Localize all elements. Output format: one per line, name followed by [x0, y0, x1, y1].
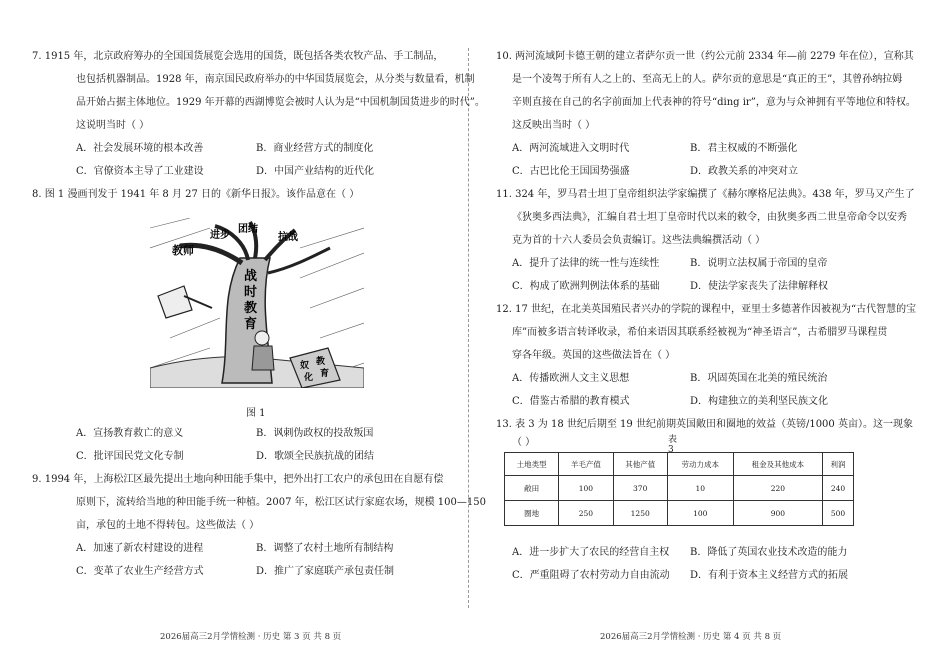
q11-option-b[interactable]: B．说明立法权属于帝国的皇帝 [690, 258, 828, 269]
q11-line-2: 《狄奥多西法典》，汇编自君士坦丁皇帝时代以来的敕令，由狄奥多西二世皇帝命令以安秀 [512, 212, 907, 223]
q12-option-c[interactable]: C．借鉴古希腊的教育模式 [512, 396, 630, 407]
table-3-title: 表 3 [668, 435, 678, 455]
cartoon-trunk-char-2: 时 [244, 285, 258, 300]
table-header-cell: 羊毛产值 [559, 453, 613, 476]
q13-line-1: 13. 表 3 为 18 世纪后期至 19 世纪前期英国敞田和圈地的效益（英镑/1000 英亩）。这一现象 [496, 419, 913, 430]
figure-1-caption: 图 1 [246, 408, 266, 419]
q13-option-b[interactable]: B．降低了英国农业技术改造的能力 [690, 547, 848, 558]
q10-line-3: 辛则直接在自己的名字前面加上代表神的符号“ding ir”，意为与众神拥有平等地位和特权。 [512, 97, 916, 108]
table-cell: 370 [613, 476, 667, 501]
cartoon-label-resistance: 抗战 [278, 232, 298, 243]
q13-option-d[interactable]: D．有利于资本主义经营方式的拓展 [690, 570, 849, 581]
q12-option-b[interactable]: B．巩固英国在北美的殖民统治 [690, 373, 828, 384]
table-cell: 100 [667, 501, 733, 526]
table-cell: 240 [822, 476, 853, 501]
q7-option-a[interactable]: A．社会发展环境的根本改善 [76, 143, 204, 154]
cartoon-bucket-char-3: 化 [304, 373, 314, 383]
q7-option-c[interactable]: C．官僚资本主导了工业建设 [76, 166, 204, 177]
q10-line-1: 10. 两河流域阿卡德王朝的建立者萨尔贡一世（约公元前 2334 年—前 2279 年在位），宣称其 [496, 51, 914, 62]
table-header-cell: 其他产值 [613, 453, 667, 476]
q10-line-4: 这反映出当时（ ） [512, 120, 596, 131]
page-divider [468, 48, 469, 608]
q13-option-a[interactable]: A．进一步扩大了农民的经营自主权 [512, 547, 670, 558]
cartoon-trunk-char-1: 战 [244, 269, 258, 284]
q9-option-c[interactable]: C．变革了农业生产经营方式 [76, 566, 204, 577]
q8-option-b[interactable]: B．讽刺伪政权的投敌叛国 [256, 428, 374, 439]
q12-line-3: 穿各年级。英国的这些做法旨在（ ） [512, 350, 676, 361]
q8-option-c[interactable]: C．批评国民党文化专制 [76, 451, 184, 462]
table-cell: 220 [733, 476, 822, 501]
page-4-footer: 2026届高三2月学情检测 · 历史 第 4 页 共 8 页 [600, 632, 782, 642]
table-header-cell: 土地类型 [505, 453, 559, 476]
q7-line-3: 品开始占据主体地位。1929 年开幕的西湖博览会被时人认为是“中国机制国货进步的时代”。 [76, 97, 485, 108]
q10-option-a[interactable]: A．两河流域进入文明时代 [512, 143, 630, 154]
page-3-footer: 2026届高三2月学情检测 · 历史 第 3 页 共 8 页 [160, 632, 342, 642]
q12-line-2: 库”而被多语言转译收录，希伯来语因其联系经被视为“神圣语言”，古希腊罗马课程贯 [512, 327, 888, 338]
cartoon-trunk-char-3: 教 [244, 301, 258, 316]
q10-option-c[interactable]: C．古巴比伦王国国势强盛 [512, 166, 630, 177]
table-cell: 100 [559, 476, 613, 501]
table-cell: 500 [822, 501, 853, 526]
q11-option-c[interactable]: C．构成了欧洲判例法体系的基础 [512, 281, 660, 292]
q7-line-2: 也包括机器制品。1928 年，南京国民政府举办的中华国货展览会，从分类与数量看，机制 [76, 74, 475, 85]
q13-line-2: （ ） [512, 437, 536, 448]
table-cell: 900 [733, 501, 822, 526]
q7-line-4: 这说明当时（ ） [76, 120, 150, 131]
q10-line-2: 是一个凌驾于所有人之上的、至高无上的人。萨尔贡的意思是“真正的王”，其曾孙纳拉姆 [512, 74, 903, 85]
q10-option-d[interactable]: D．政教关系的冲突对立 [690, 166, 799, 177]
q9-option-d[interactable]: D．推广了家庭联产承包责任制 [256, 566, 395, 577]
q9-option-a[interactable]: A．加速了新农村建设的进程 [76, 543, 204, 554]
q12-option-a[interactable]: A．传播欧洲人文主义思想 [512, 373, 630, 384]
q13-option-c[interactable]: C．严重阻碍了农村劳动力自由流动 [512, 570, 670, 581]
q11-option-a[interactable]: A．提升了法律的统一性与连续性 [512, 258, 660, 269]
cartoon-trunk-char-4: 育 [244, 317, 258, 332]
q10-option-b[interactable]: B．君主权威的不断强化 [690, 143, 798, 154]
q9-line-1: 9. 1994 年，上海松江区最先提出土地向种田能手集中，把外出打工农户的承包田在自愿有偿 [32, 474, 444, 485]
cartoon-label-teacher-1: 教师 [172, 244, 194, 257]
q9-line-2: 原则下，流转给当地的种田能手统一种植。2007 年，松江区试行家庭农场，规模 100—150 [76, 497, 486, 508]
table-header-row [505, 453, 854, 476]
q9-line-3: 亩，承包的土地不得转包。这些做法（ ） [76, 520, 260, 531]
q8-option-d[interactable]: D．歌颂全民族抗战的团结 [256, 451, 375, 462]
q11-line-3: 克为首的十六人委员会负责编订。这些法典编撰活动（ ） [512, 235, 766, 246]
cartoon-bucket-char-2: 教 [316, 357, 326, 367]
q11-line-1: 11. 324 年，罗马君士坦丁皇帝组织法学家编撰了《赫尔摩格尼法典》。438 年，罗马又产生了 [496, 189, 915, 200]
table-cell: 1250 [613, 501, 667, 526]
table-row [505, 476, 854, 501]
q12-line-1: 12. 17 世纪，在北美英国殖民者兴办的学院的课程中，亚里士多德著作因被视为“古代智慧的宝 [496, 304, 917, 315]
table-cell: 圈地 [505, 501, 559, 526]
q7-option-d[interactable]: D．中国产业结构的近代化 [256, 166, 375, 177]
table-cell: 10 [667, 476, 733, 501]
table-3 [504, 452, 854, 526]
q9-option-b[interactable]: B．调整了农村土地所有制结构 [256, 543, 394, 554]
table-header-cell: 利润 [822, 453, 853, 476]
table-cell: 250 [559, 501, 613, 526]
cartoon-bucket-char-4: 育 [320, 369, 330, 379]
cartoon-label-progress: 进步 [210, 230, 230, 241]
q11-option-d[interactable]: D．使法学家丧失了法律解释权 [690, 281, 829, 292]
q7-option-b[interactable]: B．商业经营方式的制度化 [256, 143, 374, 154]
cartoon-bucket-char-1: 奴 [300, 361, 310, 371]
table-row [505, 501, 854, 526]
table-header-cell: 租金及其他成本 [733, 453, 822, 476]
table-header-cell: 劳动力成本 [667, 453, 733, 476]
q7-line-1: 7. 1915 年，北京政府筹办的全国国货展览会选用的国货，既包括各类农牧产品、手工制品， [32, 51, 444, 62]
cartoon-label-unity: 团结 [238, 224, 258, 235]
table-cell: 敞田 [505, 476, 559, 501]
q8-stem: 8. 图 1 漫画刊发于 1941 年 8 月 27 日的《新华日报》。该作品意在（ ） [32, 189, 360, 200]
q8-option-a[interactable]: A．宣扬教育救亡的意义 [76, 428, 184, 439]
q12-option-d[interactable]: D．构建独立的美利坚民族文化 [690, 396, 829, 407]
